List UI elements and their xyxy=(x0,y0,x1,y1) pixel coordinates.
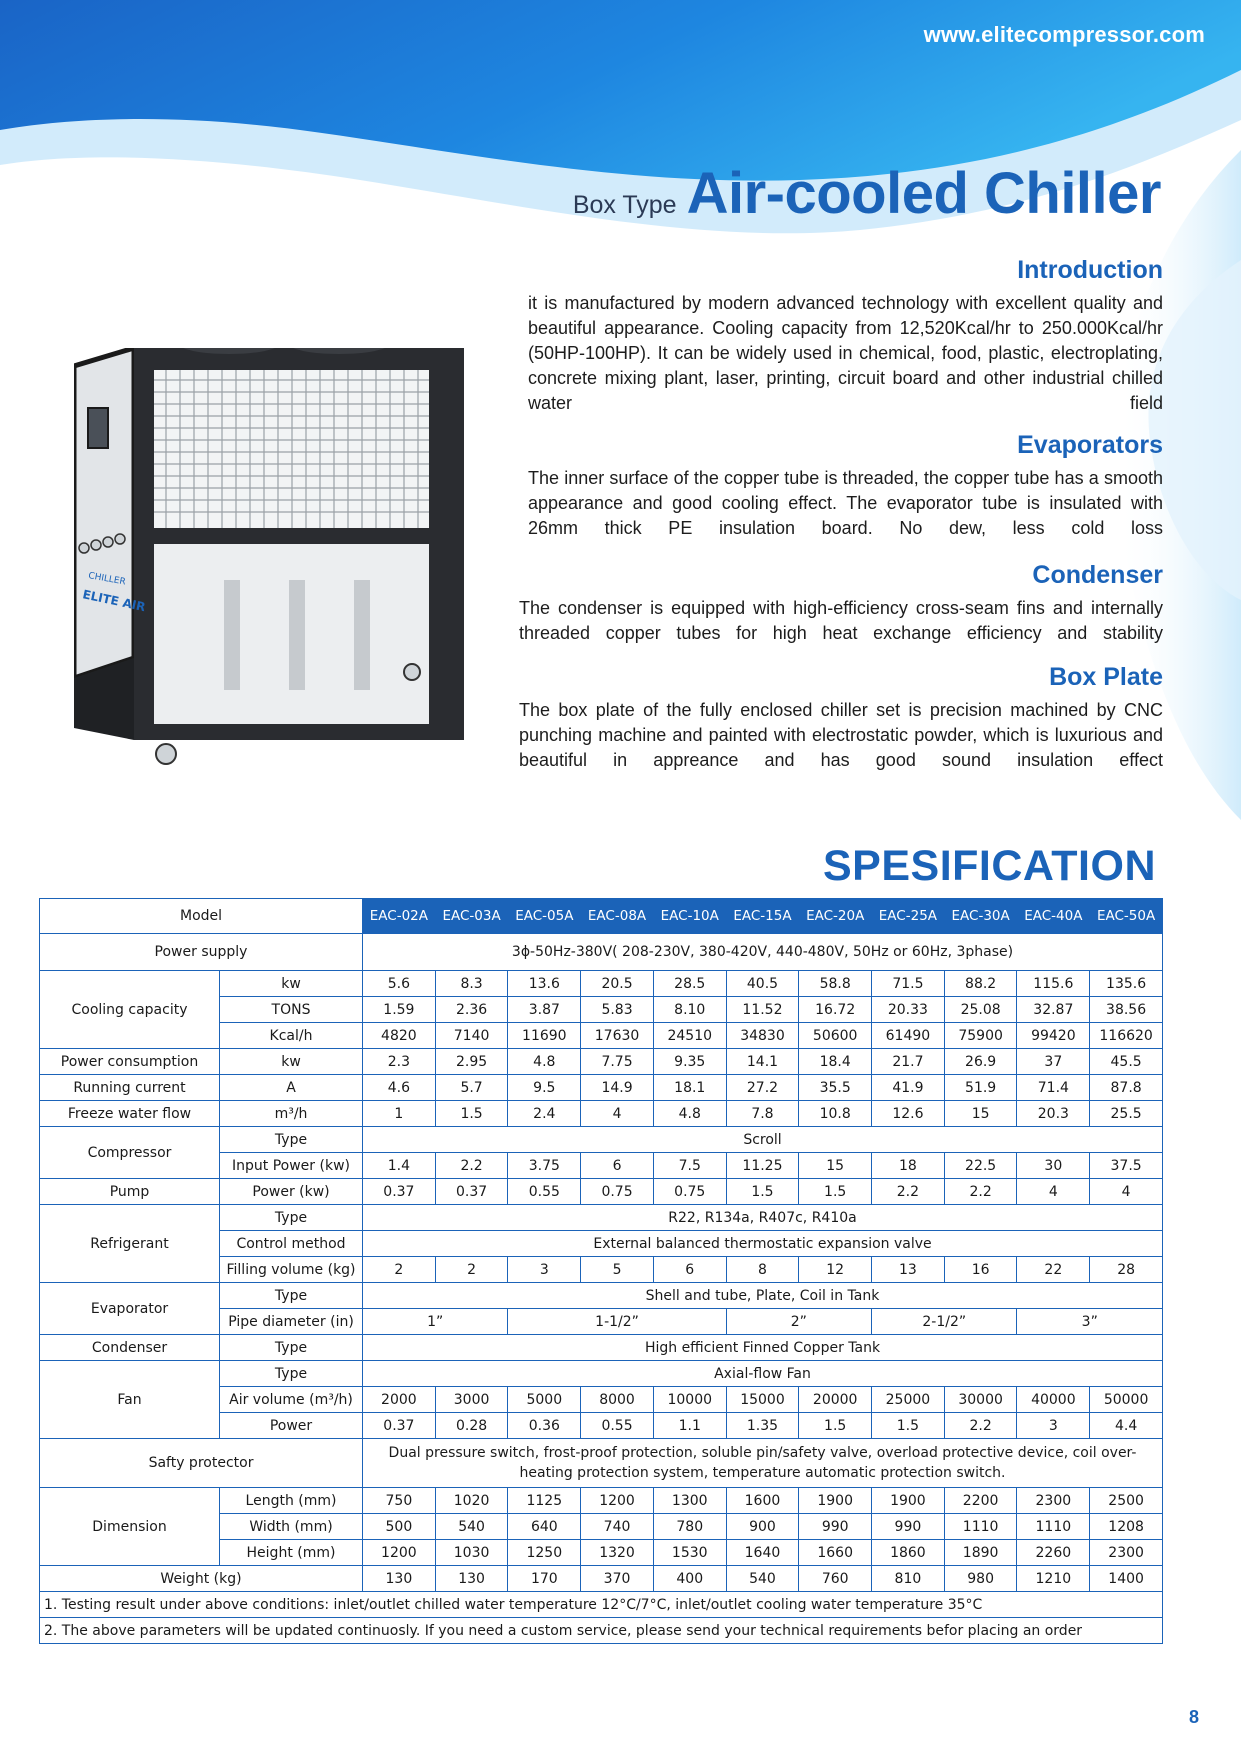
row-label: Power supply xyxy=(40,934,363,971)
row-sublabel: Width (mm) xyxy=(220,1514,363,1540)
table-cell: 1125 xyxy=(508,1488,581,1514)
row-sublabel: Filling volume (kg) xyxy=(220,1257,363,1283)
row-sublabel: Power xyxy=(220,1413,363,1439)
website-url[interactable]: www.elitecompressor.com xyxy=(923,22,1205,47)
table-cell: 1.5 xyxy=(799,1179,872,1205)
table-cell: 13 xyxy=(872,1257,945,1283)
row-sublabel: Type xyxy=(220,1283,363,1309)
table-cell: 500 xyxy=(363,1514,436,1540)
table-cell: 4 xyxy=(581,1101,654,1127)
table-cell: 1640 xyxy=(726,1540,799,1566)
table-cell: 12.6 xyxy=(872,1101,945,1127)
table-cell: 8000 xyxy=(581,1387,654,1413)
table-cell: 45.5 xyxy=(1090,1049,1163,1075)
table-cell: 20000 xyxy=(799,1387,872,1413)
table-row-note-2 xyxy=(40,1618,1163,1644)
table-row-condenser xyxy=(40,1335,1163,1361)
table-cell: 1200 xyxy=(581,1488,654,1514)
table-cell: 20.33 xyxy=(872,997,945,1023)
table-cell: EAC-15A xyxy=(726,899,799,934)
table-cell: 5.6 xyxy=(363,971,436,997)
table-cell: 25.5 xyxy=(1090,1101,1163,1127)
machine-brand-small: CHILLER xyxy=(87,571,127,588)
table-row-evaporator-type xyxy=(40,1283,1163,1309)
table-row-pump xyxy=(40,1179,1163,1205)
table-cell: 26.9 xyxy=(944,1049,1017,1075)
table-cell: 51.9 xyxy=(944,1075,1017,1101)
table-cell: 0.75 xyxy=(581,1179,654,1205)
table-cell: 1.35 xyxy=(726,1413,799,1439)
row-sublabel: Pipe diameter (in) xyxy=(220,1309,363,1335)
table-cell: 32.87 xyxy=(1017,997,1090,1023)
table-cell: 4 xyxy=(1090,1179,1163,1205)
table-cell: 1400 xyxy=(1090,1566,1163,1592)
table-cell: EAC-20A xyxy=(799,899,872,934)
table-cell: 1900 xyxy=(799,1488,872,1514)
table-cell: 1250 xyxy=(508,1540,581,1566)
table-cell: 20.5 xyxy=(581,971,654,997)
machine-brand-logo: ELITE AIR xyxy=(81,587,147,615)
table-cell: 2 xyxy=(435,1257,508,1283)
row-label: Running current xyxy=(40,1075,220,1101)
table-cell: 750 xyxy=(363,1488,436,1514)
row-label: Weight (kg) xyxy=(40,1566,363,1592)
specification-heading: SPESIFICATION xyxy=(822,842,1156,890)
table-cell: 4820 xyxy=(363,1023,436,1049)
table-cell: 37 xyxy=(1017,1049,1090,1075)
table-cell: 3 xyxy=(508,1257,581,1283)
row-label: Pump xyxy=(40,1179,220,1205)
table-cell: 12 xyxy=(799,1257,872,1283)
row-sublabel: TONS xyxy=(220,997,363,1023)
table-cell: 900 xyxy=(726,1514,799,1540)
text-evaporators: The inner surface of the copper tube is threaded, the copper tube has a smooth appearance and good cooling effect. The evaporator tube is insulated with 26mm thick PE insulation board. No dew, less cold loss xyxy=(528,468,1163,538)
table-cell: 990 xyxy=(799,1514,872,1540)
table-cell: 50600 xyxy=(799,1023,872,1049)
table-cell: 7.8 xyxy=(726,1101,799,1127)
table-cell: 4.8 xyxy=(653,1101,726,1127)
table-cell: 20.3 xyxy=(1017,1101,1090,1127)
table-row-fan-type xyxy=(40,1361,1163,1387)
table-cell: 25000 xyxy=(872,1387,945,1413)
section-introduction xyxy=(528,256,1163,416)
table-cell: 2.36 xyxy=(435,997,508,1023)
table-cell: 28 xyxy=(1090,1257,1163,1283)
title-main: Air-cooled Chiller xyxy=(686,161,1161,226)
table-cell: 3000 xyxy=(435,1387,508,1413)
table-cell: 75900 xyxy=(944,1023,1017,1049)
table-cell: 0.37 xyxy=(435,1179,508,1205)
table-cell: 8 xyxy=(726,1257,799,1283)
table-cell: 1200 xyxy=(363,1540,436,1566)
table-cell: 2-1/2” xyxy=(872,1309,1017,1335)
table-cell: EAC-08A xyxy=(581,899,654,934)
table-cell: 4.4 xyxy=(1090,1413,1163,1439)
table-cell: 1900 xyxy=(872,1488,945,1514)
table-cell: 7.75 xyxy=(581,1049,654,1075)
table-cell: 0.37 xyxy=(363,1413,436,1439)
heading-condenser: Condenser xyxy=(1032,561,1163,589)
table-cell: 1110 xyxy=(1017,1514,1090,1540)
table-cell: 41.9 xyxy=(872,1075,945,1101)
table-cell: 2.2 xyxy=(944,1413,1017,1439)
table-cell: 540 xyxy=(435,1514,508,1540)
row-sublabel: kw xyxy=(220,971,363,997)
table-cell: 34830 xyxy=(726,1023,799,1049)
table-cell: 28.5 xyxy=(653,971,726,997)
table-cell: 1-1/2” xyxy=(508,1309,726,1335)
table-cell: 11.25 xyxy=(726,1153,799,1179)
row-label: Model xyxy=(40,899,363,934)
table-cell: 1030 xyxy=(435,1540,508,1566)
heading-box-plate: Box Plate xyxy=(1049,663,1163,691)
section-condenser xyxy=(519,561,1163,646)
table-cell: 30 xyxy=(1017,1153,1090,1179)
table-cell: 8.3 xyxy=(435,971,508,997)
row-sublabel: Type xyxy=(220,1361,363,1387)
row-sublabel: Type xyxy=(220,1335,363,1361)
table-cell: 18 xyxy=(872,1153,945,1179)
table-cell: 540 xyxy=(726,1566,799,1592)
table-cell: 7140 xyxy=(435,1023,508,1049)
table-cell: 2260 xyxy=(1017,1540,1090,1566)
table-cell: 16 xyxy=(944,1257,1017,1283)
table-cell: 2500 xyxy=(1090,1488,1163,1514)
title-prefix: Box Type xyxy=(572,191,677,219)
table-cell: 1.5 xyxy=(726,1179,799,1205)
table-cell: 1860 xyxy=(872,1540,945,1566)
table-cell: 1” xyxy=(363,1309,508,1335)
text-introduction: it is manufactured by modern advanced technology with excellent quality and beautiful appearance. Cooling capacity from 12,520Kcal/hr to 250.000Kcal/hr (50HP-100HP). It can be widely used in chemical, food, plastic, electroplating, concrete mixing plant, laser, printing, circuit board and other industrial chilled water field xyxy=(528,293,1163,413)
table-cell: 17630 xyxy=(581,1023,654,1049)
chiller-product-image xyxy=(74,348,474,778)
table-cell: 170 xyxy=(508,1566,581,1592)
table-cell: 1600 xyxy=(726,1488,799,1514)
table-row-weight xyxy=(40,1566,1163,1592)
table-cell: 2.4 xyxy=(508,1101,581,1127)
table-cell: EAC-02A xyxy=(363,899,436,934)
table-cell: EAC-40A xyxy=(1017,899,1090,934)
row-label: Dimension xyxy=(40,1488,220,1566)
table-cell: 14.1 xyxy=(726,1049,799,1075)
table-cell: 3 xyxy=(1017,1413,1090,1439)
table-cell: 10.8 xyxy=(799,1101,872,1127)
row-sublabel: Type xyxy=(220,1205,363,1231)
table-cell: 6 xyxy=(581,1153,654,1179)
table-cell: 11.52 xyxy=(726,997,799,1023)
table-cell: 71.5 xyxy=(872,971,945,997)
table-cell: 15 xyxy=(944,1101,1017,1127)
table-cell: 30000 xyxy=(944,1387,1017,1413)
row-sublabel: Power (kw) xyxy=(220,1179,363,1205)
row-label: Condenser xyxy=(40,1335,220,1361)
table-cell: 130 xyxy=(435,1566,508,1592)
table-cell: 640 xyxy=(508,1514,581,1540)
table-cell: 2.2 xyxy=(944,1179,1017,1205)
table-cell: 24510 xyxy=(653,1023,726,1049)
table-cell: 5.83 xyxy=(581,997,654,1023)
table-row-model xyxy=(40,899,1163,934)
table-cell: 88.2 xyxy=(944,971,1017,997)
table-cell: 780 xyxy=(653,1514,726,1540)
page-title xyxy=(573,160,1161,227)
row-sublabel: Air volume (m³/h) xyxy=(220,1387,363,1413)
row-label: Freeze water flow xyxy=(40,1101,220,1127)
table-cell: 3.87 xyxy=(508,997,581,1023)
table-cell: 6 xyxy=(653,1257,726,1283)
footnote: 2. The above parameters will be updated continuosly. If you need a custom service, please send your technical requirements befor placing an order xyxy=(40,1618,1163,1644)
table-cell: 8.10 xyxy=(653,997,726,1023)
heading-evaporators: Evaporators xyxy=(1017,431,1163,459)
table-cell: 1110 xyxy=(944,1514,1017,1540)
table-cell: 7.5 xyxy=(653,1153,726,1179)
table-cell: 3” xyxy=(1017,1309,1163,1335)
row-sublabel: Input Power (kw) xyxy=(220,1153,363,1179)
table-cell: 0.55 xyxy=(581,1413,654,1439)
table-cell: 3.75 xyxy=(508,1153,581,1179)
row-label: Evaporator xyxy=(40,1283,220,1335)
table-cell: 2000 xyxy=(363,1387,436,1413)
heading-introduction: Introduction xyxy=(1017,256,1163,284)
table-cell: 1.5 xyxy=(435,1101,508,1127)
table-cell: 3ϕ-50Hz-380V( 208-230V, 380-420V, 440-480V, 50Hz or 60Hz, 3phase) xyxy=(363,934,1163,971)
table-cell: 4.6 xyxy=(363,1075,436,1101)
table-cell: 38.56 xyxy=(1090,997,1163,1023)
table-cell: 1660 xyxy=(799,1540,872,1566)
table-cell: 1530 xyxy=(653,1540,726,1566)
table-cell: 50000 xyxy=(1090,1387,1163,1413)
table-cell: EAC-50A xyxy=(1090,899,1163,934)
table-cell: 16.72 xyxy=(799,997,872,1023)
table-cell: 740 xyxy=(581,1514,654,1540)
page-number: 8 xyxy=(1188,1707,1199,1727)
table-row-power-consumption xyxy=(40,1049,1163,1075)
table-cell: 0.75 xyxy=(653,1179,726,1205)
table-cell: 61490 xyxy=(872,1023,945,1049)
table-cell: 1300 xyxy=(653,1488,726,1514)
table-cell: EAC-05A xyxy=(508,899,581,934)
table-cell: 2300 xyxy=(1090,1540,1163,1566)
table-cell: EAC-03A xyxy=(435,899,508,934)
table-cell: 1208 xyxy=(1090,1514,1163,1540)
table-cell: 0.36 xyxy=(508,1413,581,1439)
row-sublabel: A xyxy=(220,1075,363,1101)
table-cell: 5 xyxy=(581,1257,654,1283)
table-cell: 9.5 xyxy=(508,1075,581,1101)
row-sublabel: Control method xyxy=(220,1231,363,1257)
table-cell: 1320 xyxy=(581,1540,654,1566)
table-cell: 37.5 xyxy=(1090,1153,1163,1179)
table-cell: 71.4 xyxy=(1017,1075,1090,1101)
table-row-refrigerant-type xyxy=(40,1205,1163,1231)
table-cell: 1.5 xyxy=(872,1413,945,1439)
table-cell: 810 xyxy=(872,1566,945,1592)
table-cell: 2.95 xyxy=(435,1049,508,1075)
table-cell: 4 xyxy=(1017,1179,1090,1205)
table-cell: 87.8 xyxy=(1090,1075,1163,1101)
table-cell: 2200 xyxy=(944,1488,1017,1514)
table-cell: 25.08 xyxy=(944,997,1017,1023)
table-cell: R22, R134a, R407c, R410a xyxy=(363,1205,1163,1231)
table-cell: 2.2 xyxy=(872,1179,945,1205)
table-row-cooling-kw xyxy=(40,971,1163,997)
table-cell: EAC-25A xyxy=(872,899,945,934)
table-cell: 1020 xyxy=(435,1488,508,1514)
table-cell: 1.4 xyxy=(363,1153,436,1179)
table-cell: 2” xyxy=(726,1309,871,1335)
row-label: Fan xyxy=(40,1361,220,1439)
footnote: 1. Testing result under above conditions: inlet/outlet chilled water temperature 12°C/7°C, inlet/outlet cooling water temperature 35°C xyxy=(40,1592,1163,1618)
table-cell: 135.6 xyxy=(1090,971,1163,997)
table-cell: 9.35 xyxy=(653,1049,726,1075)
table-cell: 990 xyxy=(872,1514,945,1540)
table-cell: 1 xyxy=(363,1101,436,1127)
row-sublabel: kw xyxy=(220,1049,363,1075)
row-sublabel: Length (mm) xyxy=(220,1488,363,1514)
section-box-plate xyxy=(519,663,1163,773)
table-cell: 0.37 xyxy=(363,1179,436,1205)
table-cell: 4.8 xyxy=(508,1049,581,1075)
row-sublabel: Kcal/h xyxy=(220,1023,363,1049)
specification-table xyxy=(39,898,1163,1644)
table-cell: 18.1 xyxy=(653,1075,726,1101)
table-cell: 0.28 xyxy=(435,1413,508,1439)
row-label: Cooling capacity xyxy=(40,971,220,1049)
table-cell: 14.9 xyxy=(581,1075,654,1101)
table-row-running-current xyxy=(40,1075,1163,1101)
table-cell: 5000 xyxy=(508,1387,581,1413)
row-label: Compressor xyxy=(40,1127,220,1179)
table-row-freeze-water-flow xyxy=(40,1101,1163,1127)
table-cell: 2.2 xyxy=(435,1153,508,1179)
row-sublabel: m³/h xyxy=(220,1101,363,1127)
table-cell: 130 xyxy=(363,1566,436,1592)
table-cell: 22.5 xyxy=(944,1153,1017,1179)
table-cell: 40000 xyxy=(1017,1387,1090,1413)
table-cell: 1890 xyxy=(944,1540,1017,1566)
text-box-plate: The box plate of the fully enclosed chiller set is precision machined by CNC punching machine and painted with electrostatic powder, which is luxurious and beautiful in appreance and has good sound insulation effect xyxy=(519,700,1163,770)
table-cell: 1.1 xyxy=(653,1413,726,1439)
table-cell: 58.8 xyxy=(799,971,872,997)
table-cell: 11690 xyxy=(508,1023,581,1049)
table-cell: 116620 xyxy=(1090,1023,1163,1049)
table-cell: EAC-10A xyxy=(653,899,726,934)
table-cell: 27.2 xyxy=(726,1075,799,1101)
table-cell: 760 xyxy=(799,1566,872,1592)
table-cell: 980 xyxy=(944,1566,1017,1592)
table-cell: 0.55 xyxy=(508,1179,581,1205)
table-cell: 370 xyxy=(581,1566,654,1592)
table-cell: 21.7 xyxy=(872,1049,945,1075)
table-cell: 22 xyxy=(1017,1257,1090,1283)
table-cell: EAC-30A xyxy=(944,899,1017,934)
table-cell: 1210 xyxy=(1017,1566,1090,1592)
row-sublabel: Type xyxy=(220,1127,363,1153)
table-cell: 15000 xyxy=(726,1387,799,1413)
table-cell: 99420 xyxy=(1017,1023,1090,1049)
table-cell: High efficient Finned Copper Tank xyxy=(363,1335,1163,1361)
table-cell: External balanced thermostatic expansion valve xyxy=(363,1231,1163,1257)
table-cell: 10000 xyxy=(653,1387,726,1413)
table-cell: 2300 xyxy=(1017,1488,1090,1514)
table-row-power-supply xyxy=(40,934,1163,971)
table-cell: 2 xyxy=(363,1257,436,1283)
table-cell: 40.5 xyxy=(726,971,799,997)
table-cell: 5.7 xyxy=(435,1075,508,1101)
text-condenser: The condenser is equipped with high-efficiency cross-seam fins and internally threaded copper tubes for high heat exchange efficiency and stability xyxy=(519,598,1163,643)
table-cell: 35.5 xyxy=(799,1075,872,1101)
table-row-note-1 xyxy=(40,1592,1163,1618)
table-row-safety xyxy=(40,1439,1163,1488)
table-cell: 15 xyxy=(799,1153,872,1179)
row-label: Safty protector xyxy=(40,1439,363,1488)
table-cell: 18.4 xyxy=(799,1049,872,1075)
table-cell: 400 xyxy=(653,1566,726,1592)
table-row-compressor-type xyxy=(40,1127,1163,1153)
table-cell: 1.5 xyxy=(799,1413,872,1439)
table-cell: 13.6 xyxy=(508,971,581,997)
table-cell: Shell and tube, Plate, Coil in Tank xyxy=(363,1283,1163,1309)
table-cell: 1.59 xyxy=(363,997,436,1023)
section-evaporators xyxy=(528,431,1163,541)
table-cell: Dual pressure switch, frost-proof protection, soluble pin/safety valve, overload protective device, coil over-heating protection system, temperature automatic protection switch. xyxy=(363,1439,1163,1488)
table-cell: 2.3 xyxy=(363,1049,436,1075)
table-cell: 115.6 xyxy=(1017,971,1090,997)
table-row-dimension-length xyxy=(40,1488,1163,1514)
row-sublabel: Height (mm) xyxy=(220,1540,363,1566)
row-label: Power consumption xyxy=(40,1049,220,1075)
table-cell: Axial-flow Fan xyxy=(363,1361,1163,1387)
row-label: Refrigerant xyxy=(40,1205,220,1283)
table-cell: Scroll xyxy=(363,1127,1163,1153)
